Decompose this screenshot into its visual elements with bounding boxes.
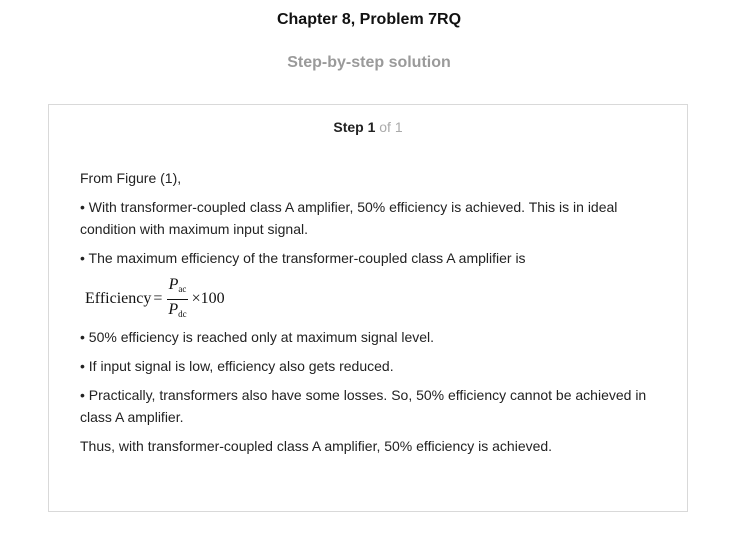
formula-lhs: Efficiency [85,290,152,307]
intro-text: From Figure (1), [80,170,182,186]
formula-denominator: $P_{dc}$ [168,300,187,319]
formula-fraction [166,276,188,323]
bullet-ideal-efficiency: • With transformer-coupled class A amplifier, 50% efficiency is achieved. This is in ideal condition with maximum input signal. [80,199,618,237]
bullet-max-signal: • 50% efficiency is reached only at maximum signal level. [80,329,435,345]
solution-card [48,104,688,512]
page-title: Chapter 8, Problem 7RQ [276,11,462,28]
formula-numerator-sub: ac [178,283,187,294]
step-count: of 1 [379,119,403,135]
bullet-transformer-losses: • Practically, transformers also have some losses. So, 50% efficiency cannot be achieved in class A amplifier. [80,387,647,425]
step-indicator [49,119,687,135]
step-label: Step 1 [333,119,376,135]
formula-multiplier: ×100 [191,290,225,307]
formula-numerator: $P_{ac}$ [167,276,189,300]
formula-denominator-sub: dc [178,308,187,319]
solution-subtitle: Step-by-step solution [287,54,451,71]
formula-equals: = [153,290,163,307]
efficiency-formula [85,276,670,322]
bullet-max-efficiency: • The maximum efficiency of the transformer-coupled class A amplifier is [80,250,526,266]
solution-content [80,167,670,464]
bullet-low-signal: • If input signal is low, efficiency also gets reduced. [80,358,394,374]
conclusion-text: Thus, with transformer-coupled class A amplifier, 50% efficiency is achieved. [80,438,553,454]
